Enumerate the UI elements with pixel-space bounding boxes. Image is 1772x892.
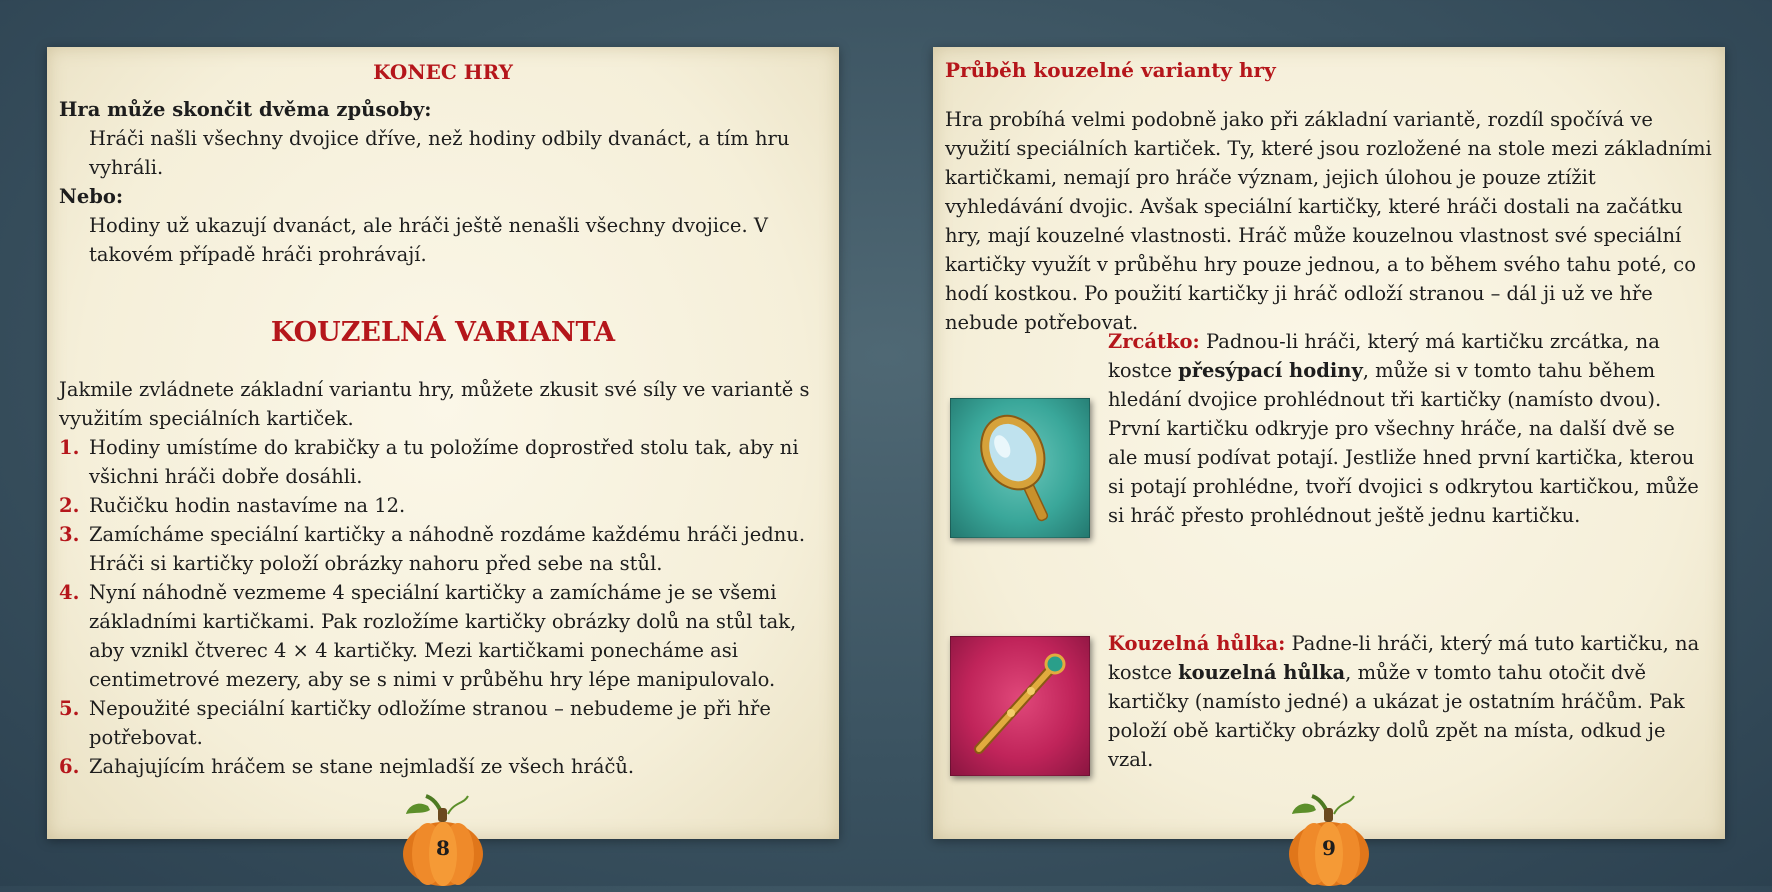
mirror-name: Zrcátko: bbox=[1108, 330, 1200, 353]
setup-step bbox=[59, 433, 834, 491]
end-option-win: Hráči našli všechny dvojice dříve, než hodiny odbily dvanáct, a tím hru vyhráli. bbox=[89, 127, 790, 179]
end-option-lose: Hodiny už ukazují dvanáct, ale hráči ještě nenašli všechny dvojice. V takovém případě hráči prohrávají. bbox=[89, 214, 768, 266]
end-of-game-title: KONEC HRY bbox=[373, 60, 513, 84]
wand-bold: kouzelná hůlka bbox=[1178, 661, 1346, 684]
right-page bbox=[933, 47, 1725, 860]
setup-step bbox=[59, 752, 834, 781]
setup-step bbox=[59, 520, 834, 578]
step-number: 3. bbox=[59, 523, 80, 546]
wand-text-a: Padne-li hráči, který má tuto kartičku, na kostce bbox=[1108, 632, 1700, 684]
step-number: 4. bbox=[59, 581, 80, 604]
step-text: Ručičku hodin nastavíme na 12. bbox=[89, 494, 406, 517]
magic-wand-icon bbox=[951, 637, 1089, 775]
end-of-game-section bbox=[59, 95, 829, 269]
mirror-card bbox=[950, 398, 1090, 538]
magic-game-flow-intro: Hra probíhá velmi podobně jako při základní variantě, rozdíl spočívá ve využití speciálních kartiček. Ty, které jsou rozložené na stole mezi základními kartičkami, nemají pro hráče význam, jejich úlohou je pouze ztížit vyhledávání dvojic. Avšak speciální kartičky, které hráči dostali na začátku hry, mají kouzelné vlastnosti. Hráč může kouzelnou vlastnost své speciální kartičky využít v průběhu hry pouze jednou, a to během svého tahu poté, co hodí kostkou. Po použití kartičky ji hráč odloží stranou – dál ji už ve hře nebude potřebovat. bbox=[945, 108, 1712, 334]
step-text: Zamícháme speciální kartičky a náhodně rozdáme každému hráči jednu. Hráči si kartičky položí obrázky nahoru před sebe na stůl. bbox=[89, 523, 806, 575]
step-number: 2. bbox=[59, 494, 80, 517]
wand-card bbox=[950, 636, 1090, 776]
setup-step bbox=[59, 491, 834, 520]
mirror-text-b: , může si v tomto tahu během hledání dvojice prohlédnout tři kartičky (namísto dvou). První kartičku odkryje pro všechny hráče, na další dvě se ale musí podívat potají. Jestliže hned první kartička, kterou si potají prohlédne, tvoří dvojici s odkrytou kartičkou, může si hráč přesto prohlédnout ještě jednu kartičku. bbox=[1108, 359, 1699, 527]
page-number: 8 bbox=[436, 836, 450, 860]
page-number-pumpkin bbox=[398, 792, 488, 888]
step-text: Zahajujícím hráčem se stane nejmladší ze všech hráčů. bbox=[89, 755, 635, 778]
step-text: Nyní náhodně vezmeme 4 speciální kartičky a zamícháme je se všemi základními kartičkami. Pak rozložíme kartičky obrázky dolů na stůl tak, aby vznikl čtverec 4 × 4 kartičky. Mezi kartičkami ponecháme asi centimetrové mezery, aby se s nimi v průběhu hry lépe manipulovalo. bbox=[89, 581, 797, 691]
setup-step bbox=[59, 578, 834, 694]
step-number: 6. bbox=[59, 755, 80, 778]
step-text: Hodiny umístíme do krabičky a tu položíme doprostřed stolu tak, aby ni všichni hráči dobře dosáhli. bbox=[89, 436, 799, 488]
setup-steps-list bbox=[59, 433, 834, 781]
hand-mirror-icon bbox=[951, 399, 1089, 537]
step-number: 1. bbox=[59, 436, 80, 459]
step-number: 5. bbox=[59, 697, 80, 720]
wand-description bbox=[1108, 629, 1713, 774]
step-text: Nepoužité speciální kartičky odložíme stranou – nebudeme je při hře potřebovat. bbox=[89, 697, 771, 749]
setup-section bbox=[59, 375, 834, 781]
wand-name: Kouzelná hůlka: bbox=[1108, 632, 1286, 655]
end-intro: Hra může skončit dvěma způsoby: bbox=[59, 98, 432, 121]
mirror-text-a: Padnou-li hráči, který má kartičku zrcátka, na kostce bbox=[1108, 330, 1660, 382]
page-number: 9 bbox=[1322, 836, 1336, 860]
wand-text-b: , může v tomto tahu otočit dvě kartičky (namísto jedné) a ukázat je ostatním hráčům. Pak položí obě kartičky obrázky dolů zpět na místa, odkud je vzal. bbox=[1108, 661, 1685, 771]
page-number-pumpkin bbox=[1284, 792, 1374, 888]
end-or-label: Nebo: bbox=[59, 185, 124, 208]
magic-variant-title: KOUZELNÁ VARIANTA bbox=[270, 317, 616, 348]
mirror-bold: přesýpací hodiny bbox=[1178, 359, 1363, 382]
mirror-description bbox=[1108, 327, 1708, 530]
magic-game-flow-title: Průběh kouzelné varianty hry bbox=[945, 58, 1276, 82]
setup-step bbox=[59, 694, 834, 752]
left-page bbox=[47, 47, 839, 860]
variant-intro: Jakmile zvládnete základní variantu hry, můžete zkusit své síly ve variantě s využitím speciálních kartiček. bbox=[59, 378, 810, 430]
